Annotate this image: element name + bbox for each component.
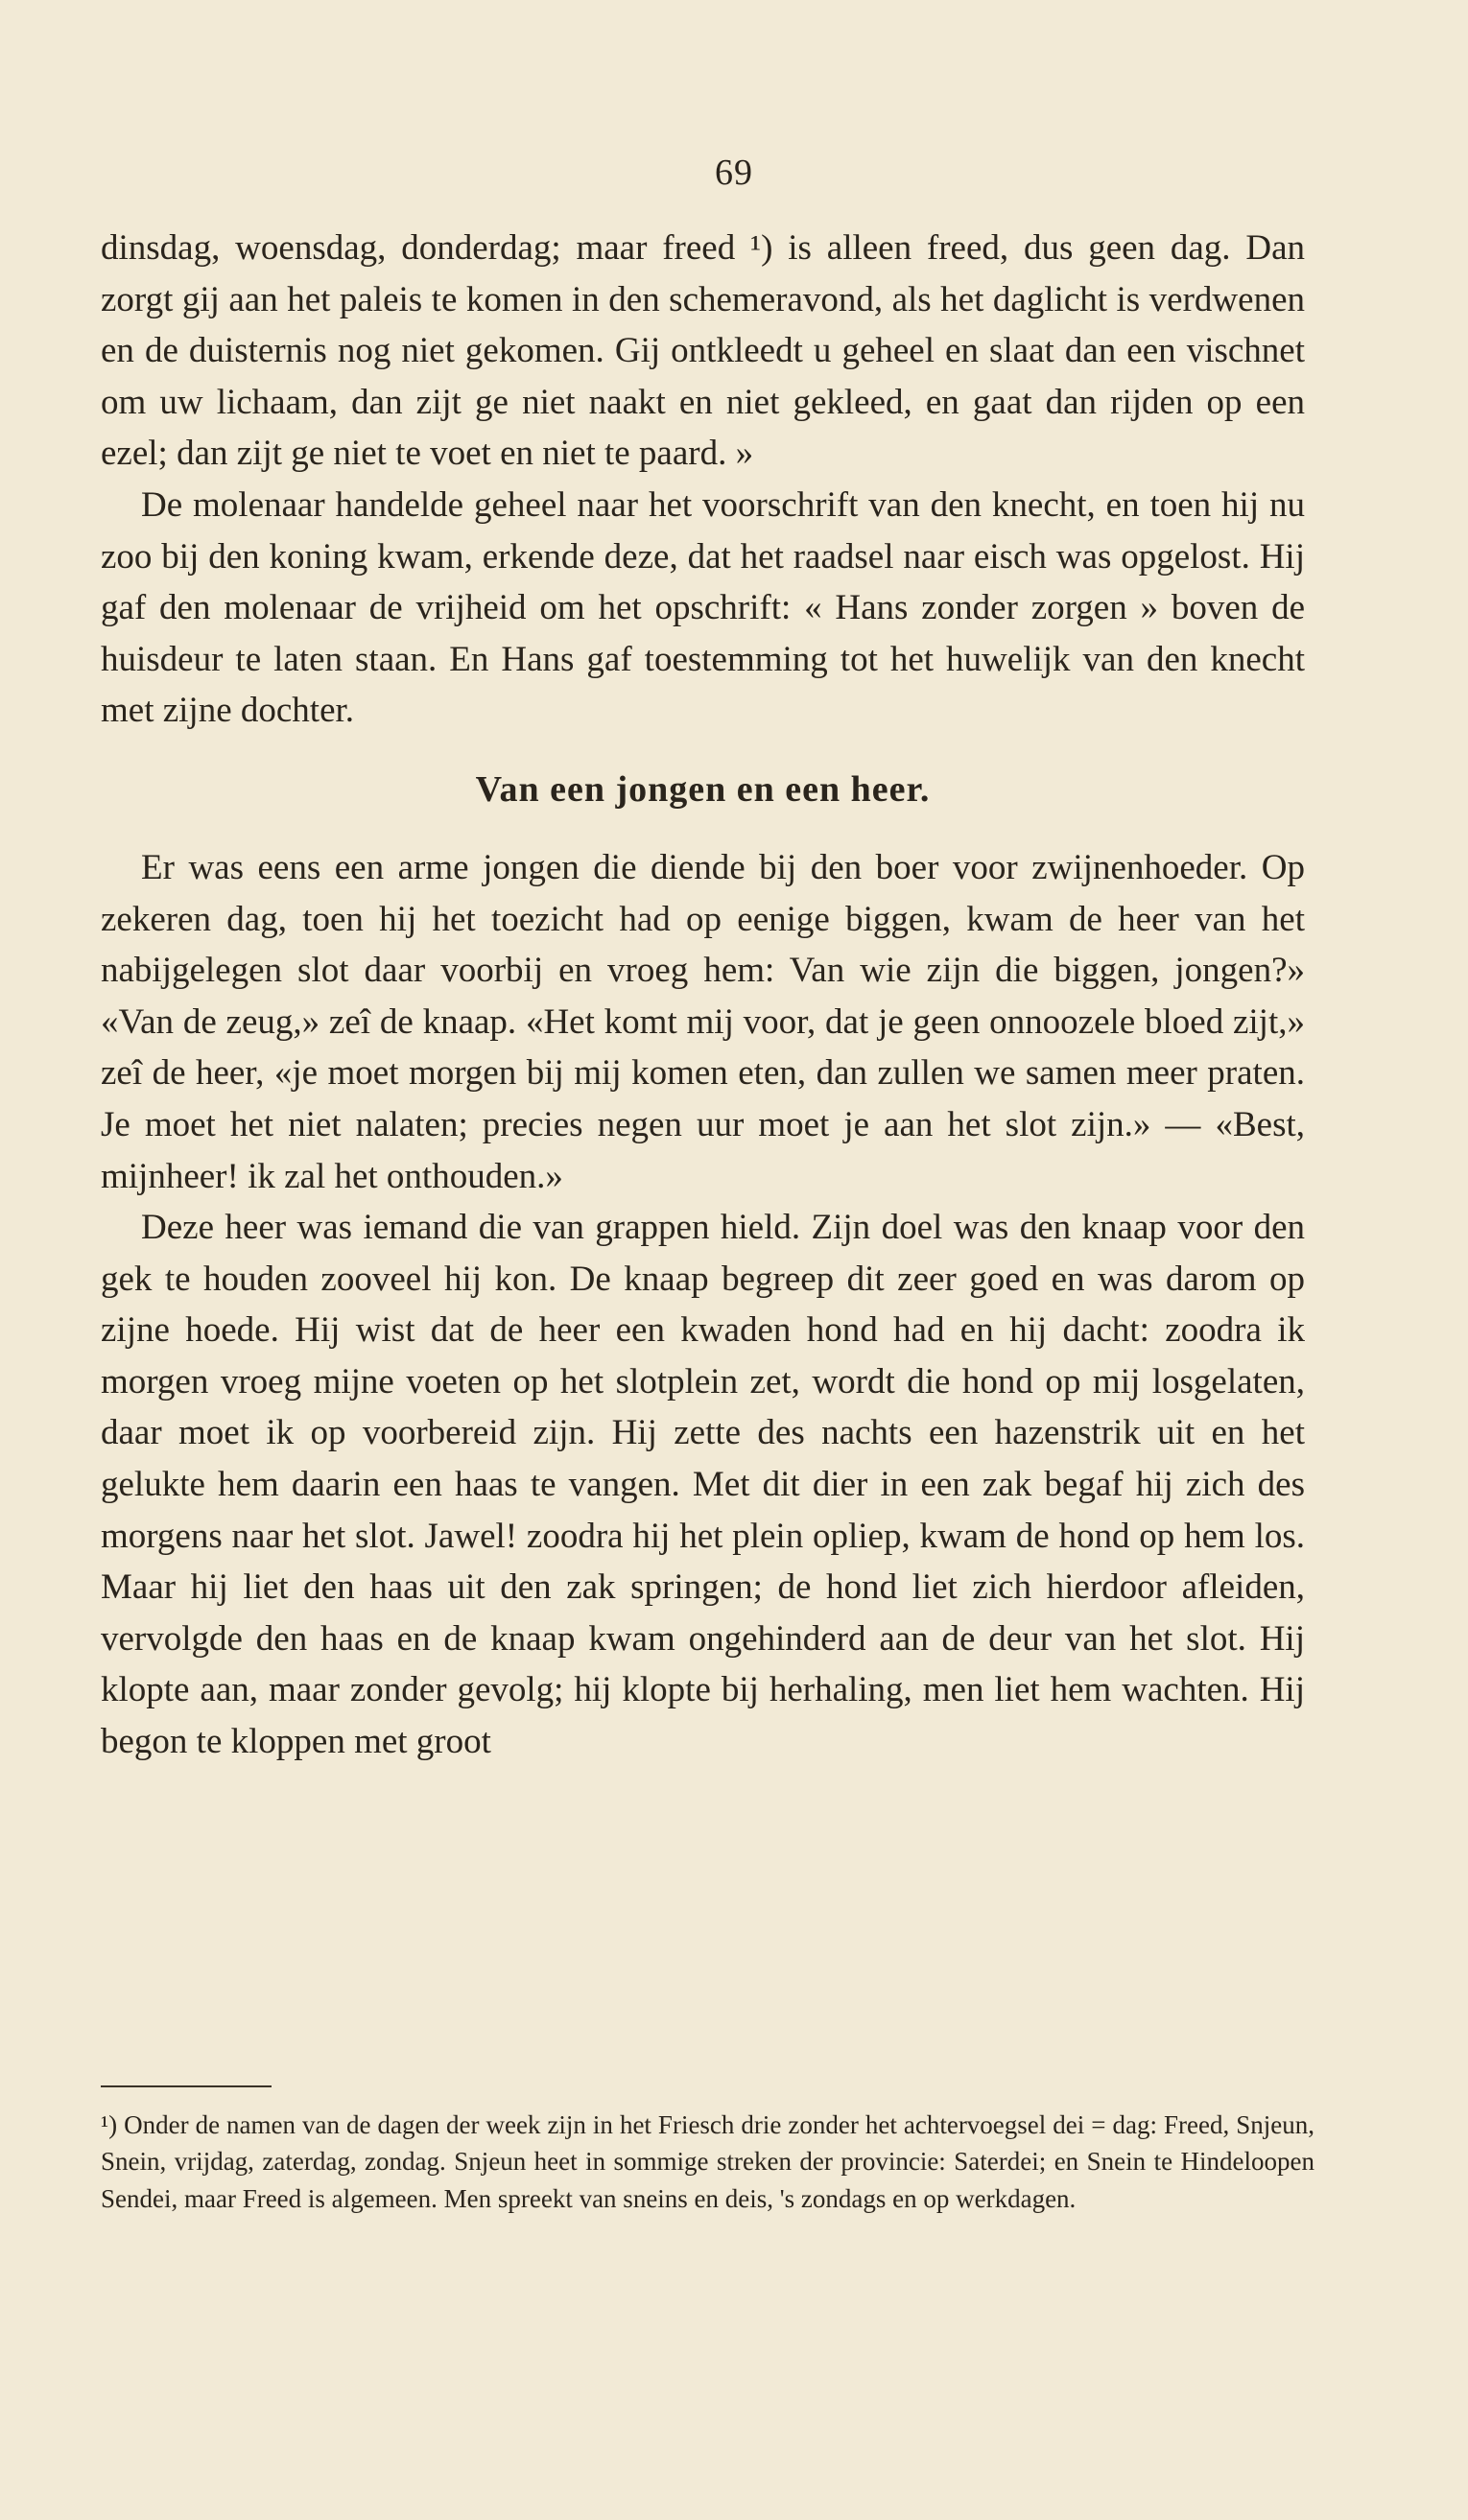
footnote-text: ¹) Onder de namen van de dagen der week zijn in het Friesch drie zonder het achtervoegsel dei = dag: Freed, Snjeun, Snein, vrijdag, zaterdag, zondag. Snjeun heet in sommige streken der provincie: Saterdei; en Snein te Hindeloopen Sendei, maar Freed is algemeen. Men spreekt van sneins en deis, 's zondags en op werkdagen. [101, 2110, 1314, 2213]
paragraph: Er was eens een arme jongen die diende bij den boer voor zwijnenhoeder. Op zekeren dag, toen hij het toezicht had op eenige biggen, kwam de heer van het nabijgelegen slot daar voorbij en vroeg hem: Van wie zijn die biggen, jongen?» «Van de zeug,» zeî de knaap. «Het komt mij voor, dat je geen onnoozele bloed zijt,» zeî de heer, «je moet morgen bij mij komen eten, dan zullen we samen meer praten. Je moet het niet nalaten; precies negen uur moet je aan het slot zijn.» — «Best, mijnheer! ik zal het onthouden.» [101, 847, 1305, 1196]
page-number: 69 [715, 153, 753, 193]
footnote-rule [101, 2085, 272, 2087]
paragraph: Deze heer was iemand die van grappen hield. Zijn doel was den knaap voor den gek te houden zooveel hij kon. De knaap begreep dit zeer goed en was darom op zijne hoede. Hij wist dat de heer een kwaden hond had en hij dacht: zoodra ik morgen vroeg mijne voeten op het slotplein zet, wordt die hond op mij losgelaten, daar moet ik op voorbereid zijn. Hij zette des nachts een hazenstrik uit en het gelukte hem daarin een haas te vangen. Met dit dier in een zak begaf hij zich des morgens naar het slot. Jawel! zoodra hij het plein opliep, kwam de hond op hem los. Maar hij liet den haas uit den zak springen; de hond liet zich hierdoor afleiden, vervolgde den haas en de knaap kwam ongehinderd aan de deur van het slot. Hij klopte aan, maar zonder gevolg; hij klopte bij herhaling, men liet hem wachten. Hij begon te kloppen met groot [101, 1208, 1305, 1762]
footnote [101, 2107, 1314, 2217]
body-text [101, 223, 1305, 1768]
section-heading: Van een jongen en een heer. [475, 768, 931, 810]
paragraph: De molenaar handelde geheel naar het voorschrift van den knecht, en toen hij nu zoo bij den koning kwam, erkende deze, dat het raadsel naar eisch was opgelost. Hij gaf den molenaar de vrijheid om het opschrift: « Hans zonder zorgen » boven de huisdeur te laten staan. En Hans gaf toestemming tot het huwelijk van den knecht met zijne dochter. [101, 484, 1305, 731]
paragraph: dinsdag, woensdag, donderdag; maar freed ¹) is alleen freed, dus geen dag. Dan zorgt gij aan het paleis te komen in den schemeravond, als het daglicht is verdwenen en de duisternis nog niet gekomen. Gij ontkleedt u geheel en slaat dan een vischnet om uw lichaam, dan zijt ge niet naakt en niet gekleed, en gaat dan rijden op een ezel; dan zijt ge niet te voet en niet te paard. » [101, 228, 1305, 474]
